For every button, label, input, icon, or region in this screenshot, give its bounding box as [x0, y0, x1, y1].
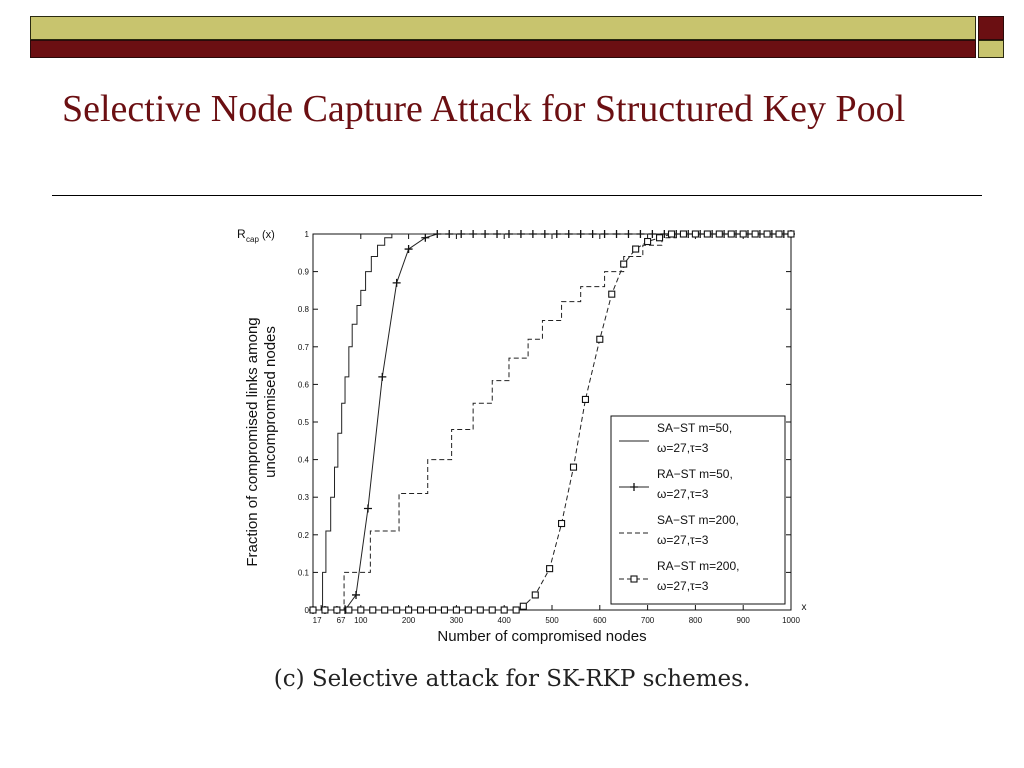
series-marker-square: [465, 607, 471, 613]
series-marker-square: [633, 246, 639, 252]
series-marker-square: [453, 607, 459, 613]
series-marker-square: [752, 231, 758, 237]
legend-label: RA−ST m=50,: [657, 467, 733, 481]
y-tick-label: 0.5: [297, 418, 309, 427]
y-axis-name-tail: (x): [262, 229, 275, 241]
series-marker-square: [621, 261, 627, 267]
series-marker-square: [692, 231, 698, 237]
x-extra-tick-label: 67: [336, 616, 346, 625]
legend-label: RA−ST m=200,: [657, 559, 740, 573]
series-marker-square: [430, 607, 436, 613]
legend-label: SA−ST m=50,: [657, 421, 733, 435]
y-tick-label: 0.6: [297, 380, 309, 390]
series-marker-square: [441, 607, 447, 613]
y-tick-label: 0.9: [297, 267, 309, 277]
legend-swatch-square: [631, 576, 637, 582]
x-axis-label: Number of compromised nodes: [437, 628, 647, 645]
series-marker-square: [559, 521, 565, 527]
x-tick-label: 200: [401, 616, 416, 625]
legend-label-line2: ω=27,τ=3: [657, 441, 709, 455]
series-marker-square: [547, 566, 553, 572]
x-tick-label: 700: [640, 616, 655, 625]
legend-label-line2: ω=27,τ=3: [657, 487, 709, 501]
series-marker-square: [716, 231, 722, 237]
series-marker-square: [669, 231, 675, 237]
y-tick-label: 1: [304, 230, 309, 239]
series-marker-square: [597, 336, 603, 342]
series-marker-square: [310, 607, 316, 613]
x-tick-label: 1000: [782, 616, 800, 625]
legend-label: SA−ST m=200,: [657, 513, 739, 527]
y-tick-label: 0.4: [297, 455, 309, 465]
y-axis-label-line2: uncompromised nodes: [262, 326, 279, 478]
series-marker-square: [513, 607, 519, 613]
series-marker-square: [680, 231, 686, 237]
x-axis-name: x: [801, 602, 807, 613]
series-marker-square: [571, 464, 577, 470]
series-marker-square: [740, 231, 746, 237]
series-marker-square: [582, 396, 588, 402]
series-marker-square: [358, 607, 364, 613]
series-marker-square: [788, 231, 794, 237]
x-extra-tick-label: 17: [312, 616, 322, 625]
slide-title: Selective Node Capture Attack for Structured Key Pool: [62, 88, 906, 130]
y-tick-label: 0.2: [297, 530, 309, 540]
y-tick-label: 0: [304, 606, 309, 615]
y-tick-label: 0.1: [297, 568, 309, 578]
series-marker-square: [418, 607, 424, 613]
x-tick-label: 900: [736, 616, 750, 625]
y-axis-name-sub: cap: [246, 235, 259, 244]
y-tick-label: 0.8: [297, 305, 309, 315]
series-marker-square: [704, 231, 710, 237]
x-tick-label: 500: [545, 616, 559, 625]
series-marker-square: [394, 607, 400, 613]
y-axis-name: R: [237, 227, 246, 241]
series-marker-square: [764, 231, 770, 237]
series-marker-square: [657, 235, 663, 241]
series-marker-square: [334, 607, 340, 613]
figure-caption: (c) Selective attack for SK-RKP schemes.: [273, 666, 751, 692]
series-marker-square: [532, 592, 538, 598]
series-marker-square: [728, 231, 734, 237]
legend-label-line2: ω=27,τ=3: [657, 533, 709, 547]
series-marker-square: [477, 607, 483, 613]
x-tick-label: 800: [688, 616, 703, 625]
series-marker-square: [501, 607, 507, 613]
series-marker-square: [776, 231, 782, 237]
series-marker-square: [645, 239, 651, 245]
x-tick-label: 100: [354, 616, 368, 625]
series-marker-square: [322, 607, 328, 613]
legend-label-line2: ω=27,τ=3: [657, 579, 709, 593]
series-marker-square: [609, 291, 615, 297]
y-tick-label: 0.3: [297, 493, 309, 503]
y-axis-label-line1: Fraction of compromised links among: [244, 317, 261, 567]
series-marker-square: [382, 607, 388, 613]
y-tick-label: 0.7: [297, 342, 309, 352]
x-tick-label: 400: [497, 616, 511, 625]
x-tick-label: 600: [593, 616, 607, 625]
series-marker-square: [520, 603, 526, 609]
series-marker-square: [406, 607, 412, 613]
series-marker-square: [370, 607, 376, 613]
series-marker-square: [346, 607, 352, 613]
x-tick-label: 300: [449, 616, 464, 625]
series-marker-square: [489, 607, 495, 613]
